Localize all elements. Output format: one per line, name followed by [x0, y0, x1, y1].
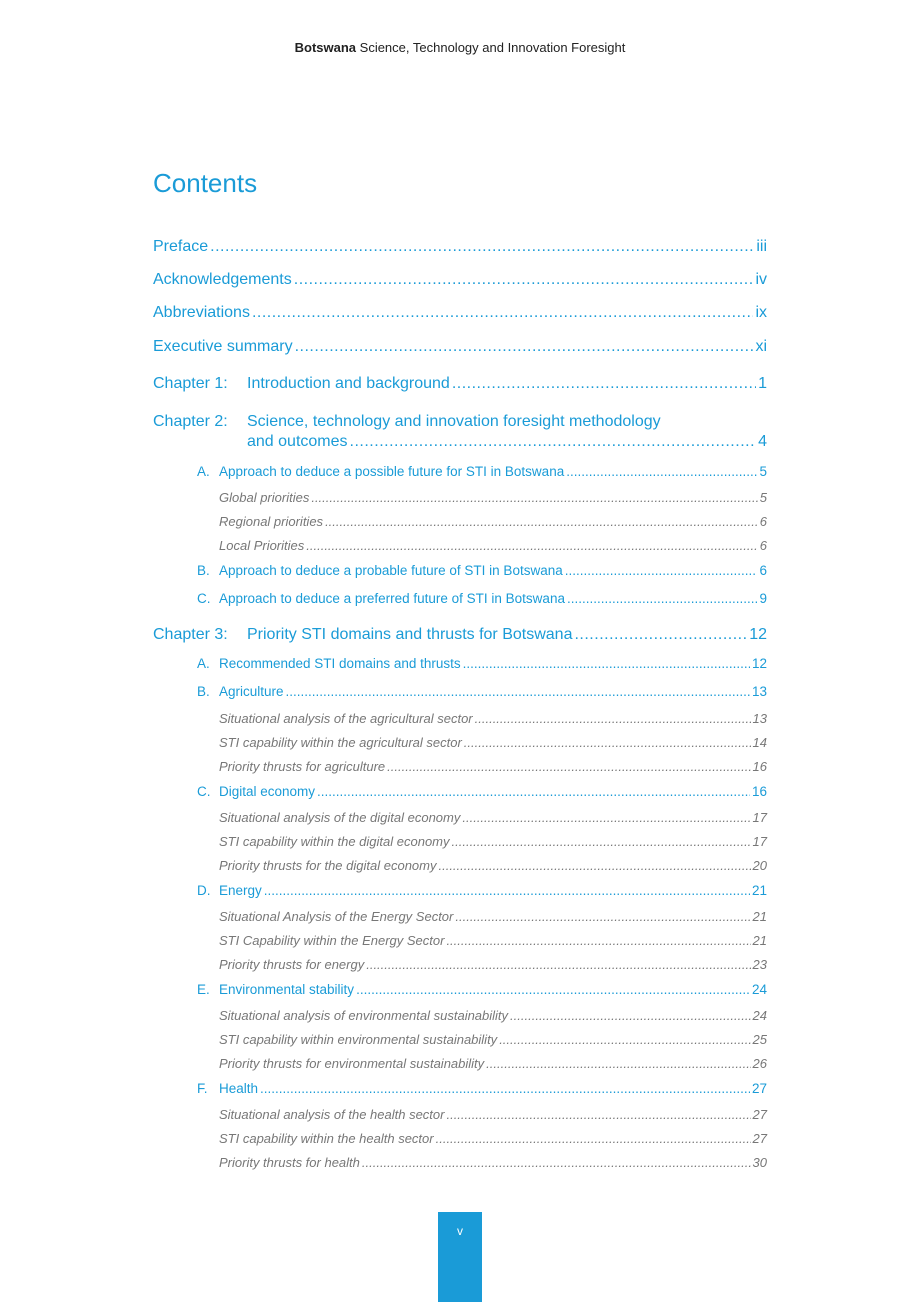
leader-dots	[317, 784, 750, 799]
section-title: Approach to deduce a possible future for STI in Botswana	[219, 464, 565, 479]
toc-sub[interactable]	[219, 858, 767, 873]
toc-chapter-2-line1[interactable]	[153, 413, 767, 431]
toc-page: 27	[752, 1107, 767, 1122]
toc-section-3d[interactable]	[197, 883, 767, 898]
toc-sub[interactable]	[219, 1032, 767, 1047]
sub-title: Situational analysis of environmental sustainability	[219, 1008, 509, 1023]
sub-title: Priority thrusts for energy	[219, 957, 365, 972]
leader-dots	[356, 982, 750, 997]
toc-page: 17	[752, 810, 767, 825]
toc-chapter-1[interactable]	[153, 375, 767, 393]
leader-dots	[295, 338, 754, 356]
sub-title: Priority thrusts for health	[219, 1155, 360, 1170]
toc-label: Preface	[153, 238, 209, 255]
toc-label: Executive summary	[153, 338, 293, 355]
toc-sub[interactable]	[219, 711, 767, 726]
leader-dots	[462, 810, 750, 825]
leader-dots	[499, 1032, 750, 1047]
section-letter: E.	[197, 982, 210, 997]
page-title: Contents	[153, 168, 258, 198]
sub-title: Global priorities	[219, 490, 310, 505]
chapter-title-cont: and outcomes	[247, 433, 348, 450]
section-title: Energy	[219, 883, 262, 898]
leader-dots	[436, 1131, 751, 1146]
section-title: Agriculture	[219, 684, 284, 699]
toc-page: 24	[752, 1008, 767, 1023]
leader-dots	[475, 711, 751, 726]
toc-page: 12	[749, 626, 767, 643]
toc-page: iii	[756, 238, 767, 255]
toc-sub[interactable]	[219, 1056, 767, 1071]
toc-section-2c[interactable]	[197, 591, 767, 606]
toc-page: 20	[752, 858, 767, 873]
toc-sub[interactable]	[219, 1155, 767, 1170]
toc-sub[interactable]	[219, 735, 767, 750]
toc-page: 6	[759, 538, 767, 553]
page-number-tab	[438, 1212, 482, 1302]
toc-sub[interactable]	[219, 909, 767, 924]
leader-dots	[210, 238, 754, 256]
leader-dots	[438, 858, 750, 873]
header-bold: Botswana	[294, 40, 357, 55]
leader-dots	[350, 433, 757, 451]
leader-dots	[567, 591, 758, 606]
toc-sub[interactable]	[219, 490, 767, 505]
sub-title: Priority thrusts for agriculture	[219, 759, 386, 774]
leader-dots	[260, 1081, 750, 1096]
leader-dots	[264, 883, 750, 898]
sub-title: Situational Analysis of the Energy Sector	[219, 909, 454, 924]
chapter-prefix: Chapter 2:	[153, 413, 228, 430]
toc-sub[interactable]	[219, 810, 767, 825]
toc-sub[interactable]	[219, 538, 767, 553]
toc-page: ix	[755, 304, 767, 321]
leader-dots	[486, 1056, 750, 1071]
section-title: Health	[219, 1081, 259, 1096]
toc-sub[interactable]	[219, 834, 767, 849]
toc-page: 27	[752, 1131, 767, 1146]
toc-page: 1	[758, 375, 767, 392]
sub-title: STI capability within the digital economy	[219, 834, 450, 849]
toc-entry-executive-summary[interactable]	[153, 338, 767, 356]
leader-dots	[510, 1008, 750, 1023]
toc-page: 23	[752, 957, 767, 972]
toc-page: 6	[759, 514, 767, 529]
leader-dots	[452, 834, 751, 849]
toc-page: 17	[752, 834, 767, 849]
toc-section-2a[interactable]	[197, 464, 767, 479]
toc-page: 21	[751, 883, 767, 898]
toc-section-3e[interactable]	[197, 982, 767, 997]
toc-sub[interactable]	[219, 957, 767, 972]
toc-page: 13	[751, 684, 767, 699]
toc-page: 5	[759, 490, 767, 505]
toc-page: 14	[752, 735, 767, 750]
leader-dots	[455, 909, 750, 924]
sub-title: Local Priorities	[219, 538, 305, 553]
toc-sub[interactable]	[219, 1131, 767, 1146]
toc-page: 6	[759, 563, 767, 578]
leader-dots	[452, 375, 756, 393]
toc-page: 12	[751, 656, 767, 671]
leader-dots	[252, 304, 753, 322]
chapter-title: Introduction and background	[247, 375, 450, 392]
sub-title: STI capability within environmental sustainability	[219, 1032, 498, 1047]
sub-title: Situational analysis of the agricultural sector	[219, 711, 473, 726]
section-letter: C.	[197, 784, 211, 799]
section-title: Approach to deduce a probable future of STI in Botswana	[219, 563, 563, 578]
toc-chapter-2-line2[interactable]	[247, 433, 767, 451]
toc-page: 4	[758, 433, 767, 450]
toc-sub[interactable]	[219, 1107, 767, 1122]
sub-title: Priority thrusts for the digital economy	[219, 858, 437, 873]
leader-dots	[574, 626, 747, 644]
section-letter: D.	[197, 883, 211, 898]
leader-dots	[446, 1107, 750, 1122]
section-title: Recommended STI domains and thrusts	[219, 656, 461, 671]
toc-section-3c[interactable]	[197, 784, 767, 799]
chapter-prefix: Chapter 3:	[153, 626, 228, 643]
section-letter: B.	[197, 684, 210, 699]
leader-dots	[306, 538, 758, 553]
section-title: Environmental stability	[219, 982, 355, 997]
sub-title: STI capability within the agricultural sector	[219, 735, 462, 750]
leader-dots	[464, 735, 751, 750]
toc-entry-preface[interactable]	[153, 238, 767, 256]
toc-section-2b[interactable]	[197, 563, 767, 578]
leader-dots	[387, 759, 750, 774]
running-header	[0, 40, 920, 55]
toc-page: 5	[759, 464, 767, 479]
sub-title: Situational analysis of the digital economy	[219, 810, 461, 825]
toc-label: Abbreviations	[153, 304, 250, 321]
toc-page: 21	[752, 933, 767, 948]
chapter-prefix: Chapter 1:	[153, 375, 228, 392]
chapter-title: Science, technology and innovation foresight methodology	[247, 413, 661, 430]
toc-page: 21	[752, 909, 767, 924]
section-title: Approach to deduce a preferred future of STI in Botswana	[219, 591, 565, 606]
toc-page: 16	[752, 759, 767, 774]
toc-chapter-3[interactable]	[153, 626, 767, 644]
sub-title: Situational analysis of the health sector	[219, 1107, 445, 1122]
toc-page: 24	[751, 982, 767, 997]
leader-dots	[294, 271, 754, 289]
toc-page: 13	[752, 711, 767, 726]
toc-page: 27	[751, 1081, 767, 1096]
section-letter: F.	[197, 1081, 208, 1096]
leader-dots	[325, 514, 758, 529]
sub-title: STI Capability within the Energy Sector	[219, 933, 445, 948]
sub-title: Priority thrusts for environmental sustainability	[219, 1056, 485, 1071]
toc-page: iv	[755, 271, 767, 288]
leader-dots	[311, 490, 757, 505]
toc-page: 16	[751, 784, 767, 799]
leader-dots	[565, 563, 758, 578]
leader-dots	[366, 957, 750, 972]
sub-title: Regional priorities	[219, 514, 324, 529]
toc-entry-abbreviations[interactable]	[153, 304, 767, 322]
toc-section-3a[interactable]	[197, 656, 767, 671]
leader-dots	[362, 1155, 751, 1170]
section-letter: A.	[197, 464, 210, 479]
leader-dots	[446, 933, 750, 948]
toc-page: xi	[755, 338, 767, 355]
toc-sub[interactable]	[219, 933, 767, 948]
toc-section-3b[interactable]	[197, 684, 767, 699]
chapter-title: Priority STI domains and thrusts for Botswana	[247, 626, 573, 643]
toc-entry-acknowledgements[interactable]	[153, 271, 767, 289]
section-letter: A.	[197, 656, 210, 671]
toc-page: 25	[752, 1032, 767, 1047]
leader-dots	[463, 656, 750, 671]
section-letter: B.	[197, 563, 210, 578]
page-number: v	[457, 1224, 463, 1238]
section-title: Digital economy	[219, 784, 316, 799]
toc-page: 9	[759, 591, 767, 606]
toc-section-3f[interactable]	[197, 1081, 767, 1096]
leader-dots	[286, 684, 750, 699]
leader-dots	[566, 464, 757, 479]
section-letter: C.	[197, 591, 211, 606]
header-rest: Science, Technology and Innovation Foresight	[356, 40, 626, 55]
toc-sub[interactable]	[219, 1008, 767, 1023]
toc-sub[interactable]	[219, 514, 767, 529]
toc-page: 30	[752, 1155, 767, 1170]
toc-page: 26	[752, 1056, 767, 1071]
toc-label: Acknowledgements	[153, 271, 292, 288]
sub-title: STI capability within the health sector	[219, 1131, 434, 1146]
toc-sub[interactable]	[219, 759, 767, 774]
